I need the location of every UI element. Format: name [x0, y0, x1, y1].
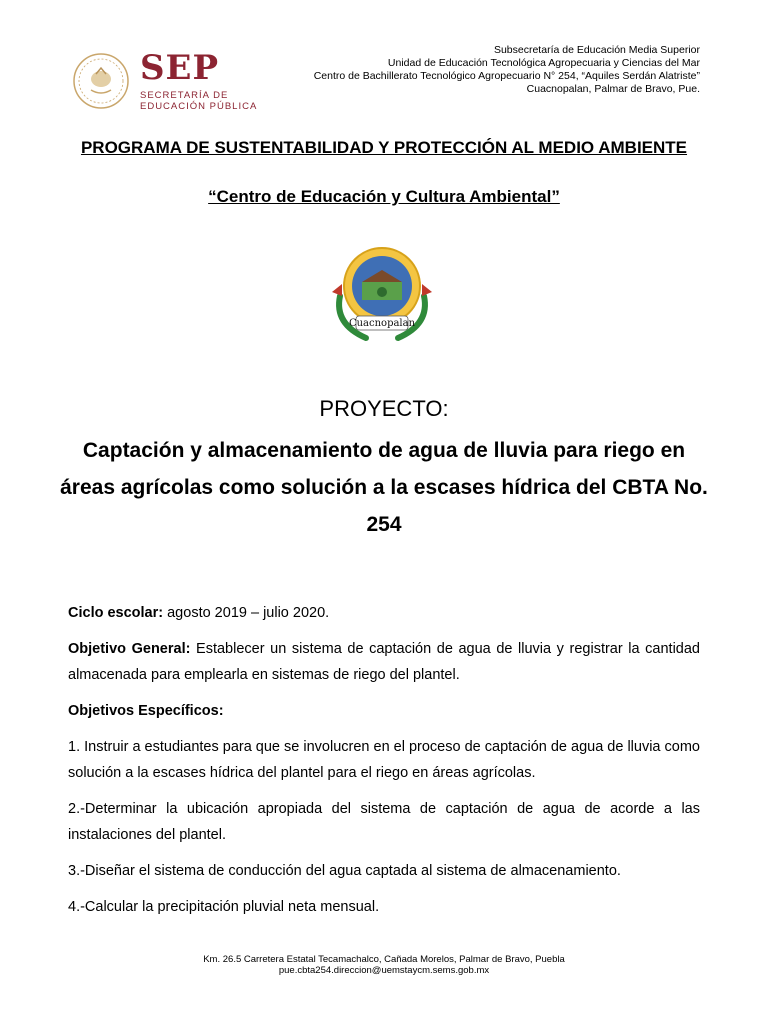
sep-logo-text: SEP [140, 48, 220, 88]
ciclo-label: Ciclo escolar: [68, 605, 164, 621]
header-line: Cuacnopalan, Palmar de Bravo, Pue. [526, 83, 700, 95]
emblem-name: Cuacnopalan [348, 318, 416, 329]
mexico-seal-icon [72, 52, 130, 110]
sep-logo-subtitle [140, 90, 257, 112]
ciclo-escolar [68, 600, 700, 626]
objetivos-especificos-label: Objetivos Específicos: [68, 703, 224, 719]
document-body [68, 600, 700, 930]
objetivo-general-text: Establecer un sistema de captación de agua de lluvia y registrar la cantidad almacenada para emplearla en sistemas de riego del plantel. [68, 641, 700, 683]
sep-logo-subtitle-line: SECRETARÍA DE [140, 90, 229, 101]
project-label: PROYECTO: [319, 396, 449, 421]
footer-address: Km. 26.5 Carretera Estatal Tecamachalco, Cañada Morelos, Palmar de Bravo, Puebla [203, 954, 565, 965]
objective-item: 2.-Determinar la ubicación apropiada del sistema de captación de agua de acorde a las instalaciones del plantel. [68, 801, 700, 843]
header-line: Unidad de Educación Tecnológica Agropecuaria y Ciencias del Mar [387, 57, 700, 69]
header-line: Centro de Bachillerato Tecnológico Agropecuario N° 254, “Aquiles Serdán Alatriste” [313, 70, 700, 82]
objetivos-especificos-heading [68, 698, 700, 724]
footer-email: pue.cbta254.direccion@uemstaycm.sems.gob.mx [278, 965, 490, 976]
page-footer [60, 954, 708, 976]
objetivo-general [68, 636, 700, 688]
program-subtitle: “Centro de Educación y Cultura Ambiental” [208, 187, 560, 206]
objective-item: 1. Instruir a estudiantes para que se involucren en el proceso de captación de agua de lluvia como solución a la escases hídrica del plantel para el riego en áreas agrícolas. [68, 739, 700, 781]
header-line: Subsecretaría de Educación Media Superior [493, 44, 700, 56]
institution-header [314, 44, 700, 96]
objective-item: 3.-Diseñar el sistema de conducción del agua captada al sistema de almacenamiento. [68, 863, 621, 879]
sep-logo [72, 50, 262, 112]
objetivo-general-label: Objetivo General: [68, 641, 191, 657]
project-title: Captación y almacenamiento de agua de lluvia para riego en áreas agrícolas como solución a la escases hídrica del CBTA No. 254 [60, 439, 708, 536]
program-title: PROGRAMA DE SUSTENTABILIDAD Y PROTECCIÓN AL MEDIO AMBIENTE [80, 138, 688, 157]
ciclo-value: agosto 2019 – julio 2020. [163, 605, 330, 621]
objective-item: 4.-Calcular la precipitación pluvial neta mensual. [68, 899, 380, 915]
school-emblem-icon [326, 234, 438, 346]
sep-logo-subtitle-line: EDUCACIÓN PÚBLICA [140, 101, 258, 112]
